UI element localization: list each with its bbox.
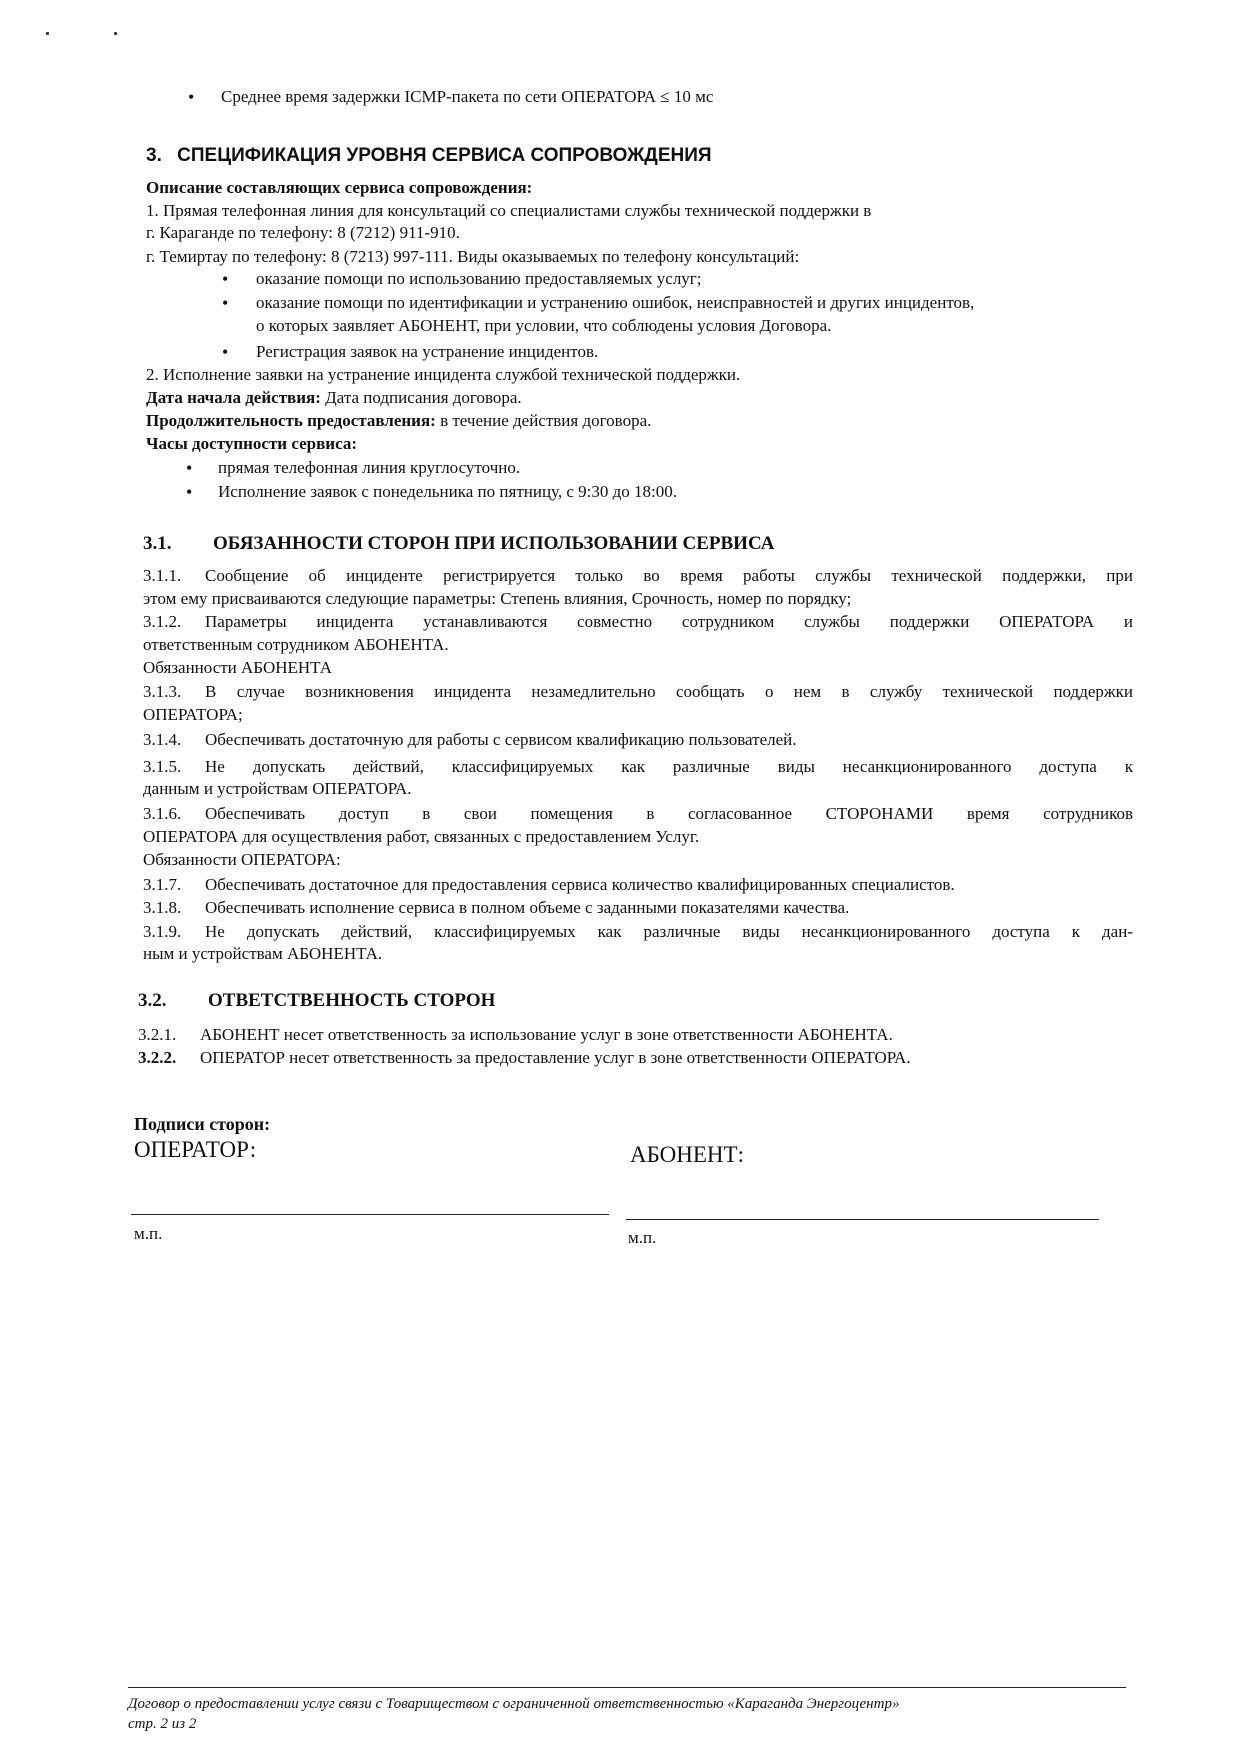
para-313-text: В случае возникновения инцидента незамедлительно сообщать о нем в службу технической поддержки [205,682,1133,701]
para-315-number: 3.1.5. [143,757,182,776]
section-3-heading [146,145,712,167]
bullet-icon: • [186,458,193,478]
section-31-title: ОБЯЗАННОСТИ СТОРОН ПРИ ИСПОЛЬЗОВАНИИ СЕРВИСА [213,533,775,554]
signatures-heading: Подписи сторон: [134,1114,271,1134]
section-3-line1: 1. Прямая телефонная линия для консультаций со специалистами службы технической поддержки в [146,201,872,220]
section-32-heading [138,990,495,1012]
footer-line1: Договор о предоставлении услуг связи с Товариществом с ограниченной ответственностью «Караганда Энергоцентр» [128,1696,900,1712]
bullet-icon: • [188,87,195,107]
section-3-line4: 2. Исполнение заявки на устранение инцидента службой технической поддержки. [146,365,741,384]
para-319-line2: ным и устройствам АБОНЕНТА. [143,944,383,963]
para-322-line1 [138,1047,911,1069]
start-date-row [146,387,522,409]
abonent-duties-heading: Обязанности АБОНЕНТА [143,658,332,677]
section-3-desc-heading: Описание составляющих сервиса сопровождения: [146,178,533,197]
para-314-number: 3.1.4. [143,730,182,749]
para-319-line1 [143,921,1133,943]
start-date-value: Дата подписания договора. [320,388,522,407]
hours-label: Часы доступности сервиса: [146,434,357,453]
scan-speck [46,32,49,35]
para-312-line2: ответственным сотрудником АБОНЕНТА. [143,635,449,654]
section-3-line2: г. Караганде по телефону: 8 (7212) 911-910. [146,223,460,242]
signature-operator-label: ОПЕРАТОР: [134,1137,257,1162]
para-321-text: АБОНЕНТ несет ответственность за использование услуг в зоне ответственности АБОНЕНТА. [200,1025,893,1044]
para-311-text: Сообщение об инциденте регистрируется только во время работы службы технической поддержки, при [205,566,1133,585]
duration-value: в течение действия договора. [435,411,652,430]
para-317-text: Обеспечивать достаточное для предоставления сервиса количество квалифицированных специалистов. [205,875,955,894]
section-3-bullet-2-cont: о которых заявляет АБОНЕНТ, при условии, что соблюдены условия Договора. [256,316,832,335]
para-314-text: Обеспечивать достаточную для работы с сервисом квалификацию пользователей. [205,730,797,749]
duration-label: Продолжительность предоставления: [146,411,436,430]
para-319-number: 3.1.9. [143,922,182,941]
stamp-place-operator: м.п. [134,1224,163,1243]
section-3-number: 3. [146,145,162,166]
hours-bullet-1: прямая телефонная линия круглосуточно. [218,458,521,477]
section-3-bullet-2: оказание помощи по идентификации и устранению ошибок, неисправностей и других инцидентов, [256,293,975,312]
para-313-line2: ОПЕРАТОРА; [143,705,243,724]
para-313-line1 [143,681,1133,703]
top-bullet-text: Среднее время задержки ICMP-пакета по сети ОПЕРАТОРА ≤ 10 мс [221,87,714,106]
signature-line-abonent [626,1219,1099,1220]
para-318-number: 3.1.8. [143,898,182,917]
bullet-icon: • [222,269,229,289]
para-311-line1 [143,565,1133,587]
para-312-line1 [143,611,1133,633]
para-312-text: Параметры инцидента устанавливаются совместно сотрудником службы поддержки ОПЕРАТОРА и [205,612,1133,631]
para-314-line1 [143,729,797,751]
para-321-number: 3.2.1. [138,1025,177,1044]
operator-duties-heading: Обязанности ОПЕРАТОРА: [143,850,341,869]
para-319-text: Не допускать действий, классифицируемых как различные виды несанкционированного доступа к дан- [205,922,1133,941]
bullet-icon: • [222,342,229,362]
hours-bullet-2: Исполнение заявок с понедельника по пятницу, с 9:30 до 18:00. [218,482,677,501]
section-31-number: 3.1. [143,533,172,554]
bullet-icon: • [222,293,229,313]
duration-row [146,410,651,432]
signature-line-operator [131,1214,609,1215]
para-317-line1 [143,874,955,896]
para-322-text: ОПЕРАТОР несет ответственность за предоставление услуг в зоне ответственности ОПЕРАТОРА. [200,1048,911,1067]
para-316-line1 [143,803,1133,825]
footer-rule [128,1687,1126,1688]
para-315-text: Не допускать действий, классифицируемых как различные виды несанкционированного доступа к [205,757,1133,776]
para-311-line2: этом ему присваиваются следующие параметры: Степень влияния, Срочность, номер по порядку; [143,589,852,608]
section-3-line3: г. Темиртау по телефону: 8 (7213) 997-111. Виды оказываемых по телефону консультаций: [146,247,800,266]
section-3-title: СПЕЦИФИКАЦИЯ УРОВНЯ СЕРВИСА СОПРОВОЖДЕНИЯ [177,145,712,166]
para-318-text: Обеспечивать исполнение сервиса в полном объеме с заданными показателями качества. [205,898,850,917]
para-322-number: 3.2.2. [138,1048,177,1067]
bullet-icon: • [186,482,193,502]
start-date-label: Дата начала действия: [146,388,321,407]
para-316-number: 3.1.6. [143,804,182,823]
section-31-heading [143,533,774,555]
para-315-line1 [143,756,1133,778]
para-318-line1 [143,897,849,919]
scan-speck [114,32,117,35]
para-312-number: 3.1.2. [143,612,182,631]
para-311-number: 3.1.1. [143,566,182,585]
para-316-line2: ОПЕРАТОРА для осуществления работ, связанных с предоставлением Услуг. [143,827,700,846]
footer-page-number: стр. 2 из 2 [128,1716,197,1732]
signature-abonent-label: АБОНЕНТ: [630,1142,744,1167]
para-321-line1 [138,1024,893,1046]
para-313-number: 3.1.3. [143,682,182,701]
para-317-number: 3.1.7. [143,875,182,894]
section-3-bullet-3: Регистрация заявок на устранение инцидентов. [256,342,599,361]
para-316-text: Обеспечивать доступ в свои помещения в согласованное СТОРОНАМИ время сотрудников [205,804,1133,823]
para-315-line2: данным и устройствам ОПЕРАТОРА. [143,779,412,798]
stamp-place-abonent: м.п. [628,1228,657,1247]
section-3-bullet-1: оказание помощи по использованию предоставляемых услуг; [256,269,702,288]
section-32-number: 3.2. [138,990,167,1011]
section-32-title: ОТВЕТСТВЕННОСТЬ СТОРОН [208,990,496,1011]
